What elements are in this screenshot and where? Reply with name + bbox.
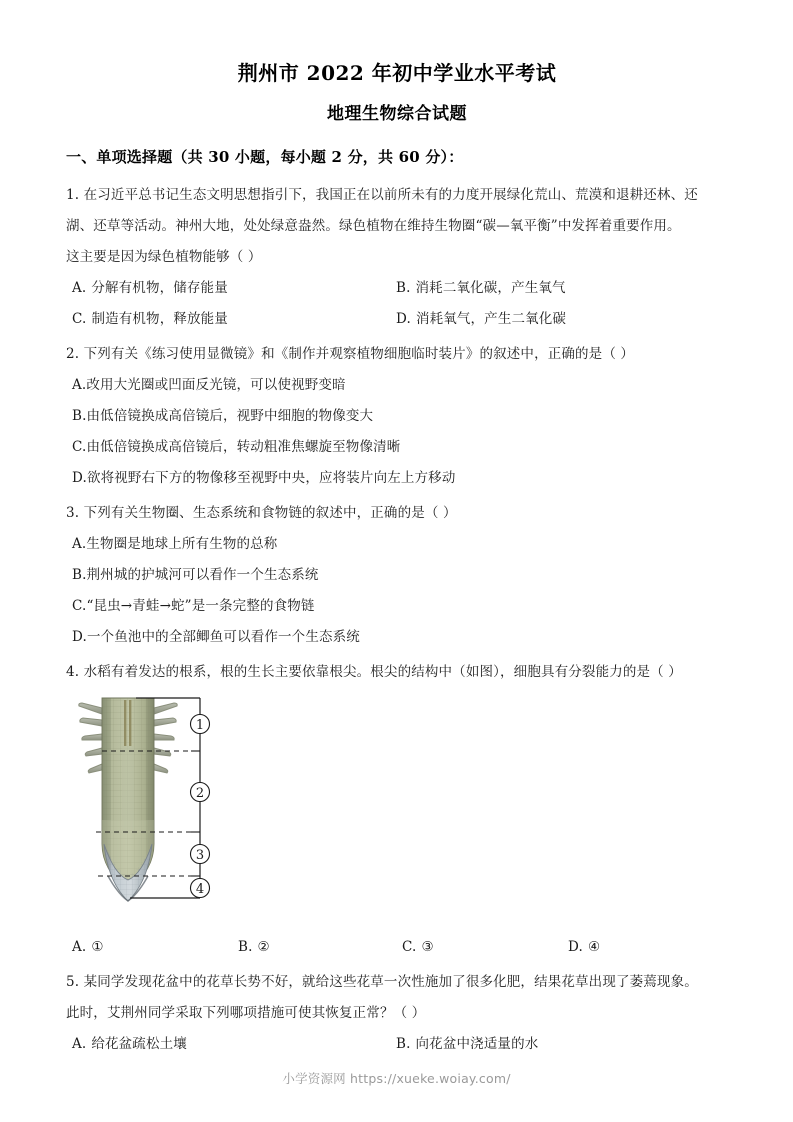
stem-line: 5. 某同学发现花盆中的花草长势不好，就给这些花草一次性施加了很多化肥，结果花草出现了萎蔫现象。 bbox=[66, 973, 698, 990]
option-text: 改用大光圈或凹面反光镜，可以使视野变暗 bbox=[86, 376, 346, 393]
option-text: 消耗二氧化碳，产生氧气 bbox=[415, 279, 566, 296]
option-text: ③ bbox=[421, 938, 434, 955]
question-3-stem bbox=[66, 498, 728, 529]
footer-watermark: 小学资源网 https://xueke.woiay.com/ bbox=[282, 1071, 511, 1086]
option-label: B. bbox=[72, 566, 87, 583]
option-text: 由低倍镜换成高倍镜后，视野中细胞的物像变大 bbox=[86, 407, 374, 424]
svg-text:4: 4 bbox=[195, 881, 205, 897]
question-4-figure-wrap bbox=[66, 694, 728, 930]
option-2-b[interactable] bbox=[72, 401, 734, 432]
option-label: B. bbox=[72, 407, 87, 424]
option-label: A. bbox=[72, 938, 87, 955]
option-label: D. bbox=[568, 938, 583, 955]
question-4-options-row bbox=[66, 932, 728, 963]
root-tip-diagram bbox=[78, 694, 268, 926]
option-5-a[interactable] bbox=[72, 1029, 187, 1060]
option-1-c[interactable] bbox=[72, 304, 228, 335]
option-3-b[interactable] bbox=[72, 560, 734, 591]
zone-label-3 bbox=[191, 844, 210, 863]
option-label: A. bbox=[72, 1035, 87, 1052]
option-1-d[interactable] bbox=[396, 304, 566, 335]
svg-text:1: 1 bbox=[195, 717, 205, 733]
question-4 bbox=[66, 657, 728, 963]
option-4-b[interactable] bbox=[238, 932, 270, 963]
option-label: C. bbox=[402, 938, 417, 955]
option-text: 消耗氧气，产生二氧化碳 bbox=[415, 310, 567, 327]
option-3-c[interactable] bbox=[72, 591, 734, 622]
option-label: B. bbox=[396, 279, 411, 296]
option-text: 一个鱼池中的全部鲫鱼可以看作一个生态系统 bbox=[86, 628, 360, 645]
option-label: A. bbox=[72, 376, 87, 393]
option-4-d[interactable] bbox=[568, 932, 600, 963]
question-1-options-row-1 bbox=[66, 273, 728, 304]
option-5-b[interactable] bbox=[396, 1029, 538, 1060]
root-hairs-left bbox=[79, 703, 102, 773]
stem-line: 2. 下列有关《练习使用显微镜》和《制作并观察植物细胞临时装片》的叙述中，正确的是（ ） bbox=[66, 345, 635, 362]
option-4-a[interactable] bbox=[72, 932, 104, 963]
question-2 bbox=[66, 339, 728, 494]
option-label: C. bbox=[72, 310, 87, 327]
page-subtitle: 地理生物综合试题 bbox=[327, 104, 467, 124]
option-label: B. bbox=[238, 938, 253, 955]
option-label: D. bbox=[72, 628, 87, 645]
option-1-a[interactable] bbox=[72, 273, 228, 304]
zone-label-1 bbox=[191, 714, 210, 733]
option-1-b[interactable] bbox=[396, 273, 566, 304]
option-label: D. bbox=[72, 469, 87, 486]
zone-label-4 bbox=[191, 878, 210, 897]
option-label: D. bbox=[396, 310, 411, 327]
option-label: B. bbox=[396, 1035, 411, 1052]
zone-label-2 bbox=[191, 782, 210, 801]
stem-line: 4. 水稻有着发达的根系，根的生长主要依靠根尖。根尖的结构中（如图），细胞具有分裂能力的是（ ） bbox=[66, 663, 682, 680]
stem-line: 1. 在习近平总书记生态文明思想指引下，我国正在以前所未有的力度开展绿化荒山、荒漠和退耕还林、还 bbox=[66, 186, 698, 203]
question-1-stem bbox=[66, 180, 728, 273]
option-2-c[interactable] bbox=[72, 432, 734, 463]
page-title: 荆州市 2022 年初中学业水平考试 bbox=[237, 61, 557, 85]
option-text: 制造有机物，释放能量 bbox=[91, 310, 228, 327]
question-4-stem bbox=[66, 657, 728, 688]
option-2-d[interactable] bbox=[72, 463, 734, 494]
option-3-d[interactable] bbox=[72, 622, 734, 653]
question-5 bbox=[66, 967, 728, 1060]
option-2-a[interactable] bbox=[72, 370, 734, 401]
question-1-options-row-2 bbox=[66, 304, 728, 335]
option-text: ② bbox=[257, 938, 270, 955]
stem-line: 此时，艾荆州同学采取下列哪项措施可使其恢复正常？（ ） bbox=[66, 1004, 426, 1021]
question-5-stem bbox=[66, 967, 728, 1029]
question-1 bbox=[66, 180, 728, 335]
option-label: C. bbox=[72, 438, 87, 455]
option-label: C. bbox=[72, 597, 87, 614]
question-3 bbox=[66, 498, 728, 653]
stem-line: 3. 下列有关生物圈、生态系统和食物链的叙述中，正确的是（ ） bbox=[66, 504, 457, 521]
option-3-a[interactable] bbox=[72, 529, 734, 560]
stem-line: 湖、还草等活动。神州大地，处处绿意盎然。绿色植物在维持生物圈“碳—氧平衡”中发挥着重要作用。 bbox=[66, 217, 681, 234]
option-text: 生物圈是地球上所有生物的总称 bbox=[86, 535, 278, 552]
option-text: ④ bbox=[587, 938, 601, 955]
option-text: 由低倍镜换成高倍镜后，转动粗准焦螺旋至物像清晰 bbox=[86, 438, 401, 455]
page-content bbox=[66, 58, 728, 1064]
option-text: 荆州城的护城河可以看作一个生态系统 bbox=[86, 566, 319, 583]
option-text: 分解有机物，储存能量 bbox=[91, 279, 228, 296]
question-5-options-row bbox=[66, 1029, 728, 1060]
option-label: A. bbox=[72, 279, 87, 296]
option-text: “昆虫→青蛙→蛇”是一条完整的食物链 bbox=[86, 597, 315, 614]
option-text: 欲将视野右下方的物像移至视野中央，应将装片向左上方移动 bbox=[86, 469, 456, 486]
option-text: 向花盆中浇适量的水 bbox=[415, 1035, 539, 1052]
svg-text:3: 3 bbox=[195, 847, 205, 863]
option-4-c[interactable] bbox=[402, 932, 434, 963]
question-2-stem bbox=[66, 339, 728, 370]
root-hairs-right bbox=[154, 703, 177, 773]
option-label: A. bbox=[72, 535, 87, 552]
section-header: 一、单项选择题（共 30 小题，每小题 2 分，共 60 分）： bbox=[66, 147, 464, 166]
option-text: 给花盆疏松土壤 bbox=[91, 1035, 187, 1052]
svg-text:2: 2 bbox=[195, 785, 205, 801]
option-text: ① bbox=[91, 938, 104, 955]
stem-line: 这主要是因为绿色植物能够（ ） bbox=[66, 248, 262, 265]
